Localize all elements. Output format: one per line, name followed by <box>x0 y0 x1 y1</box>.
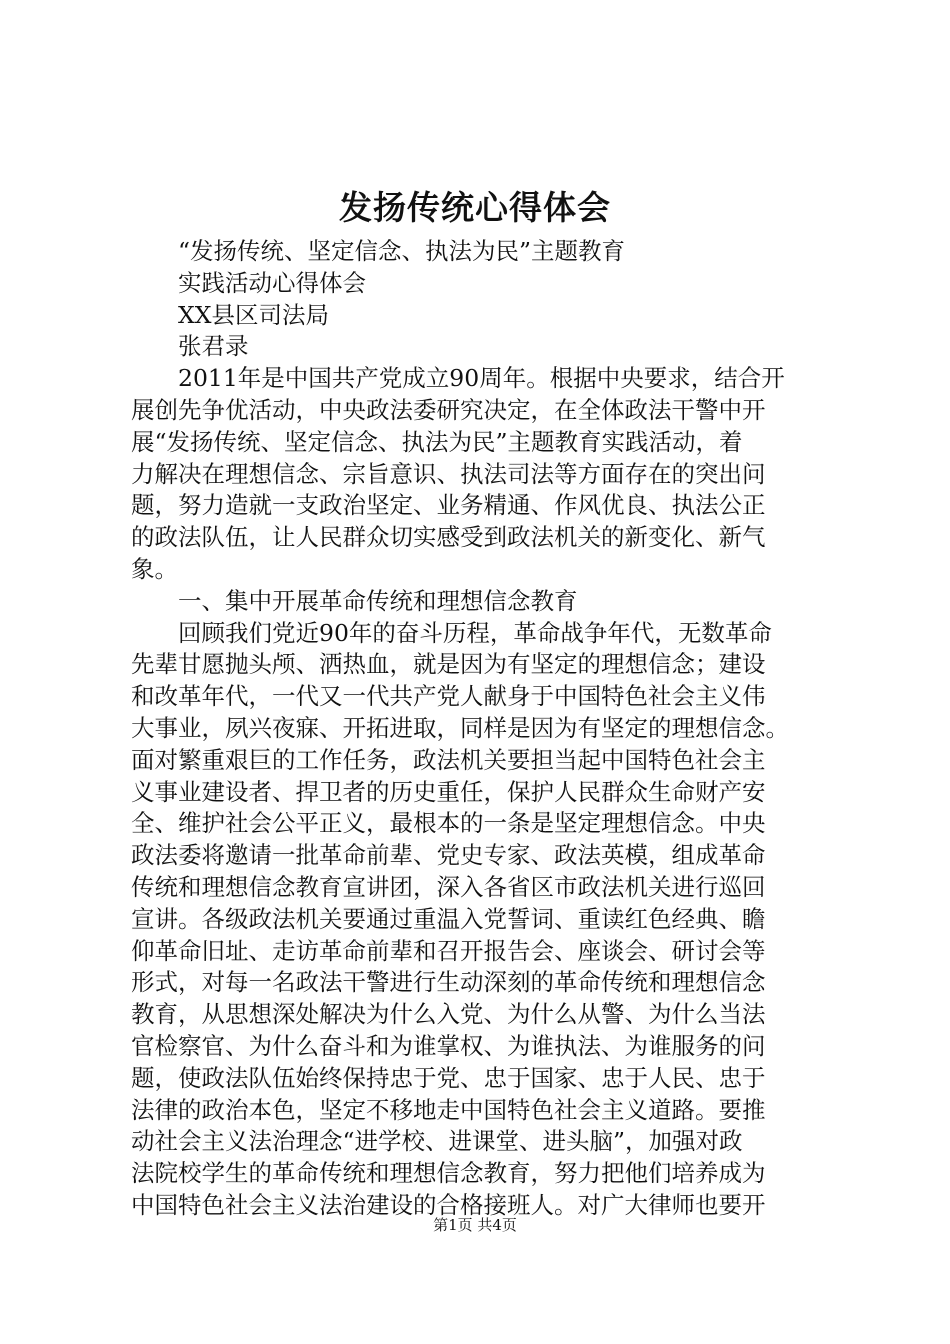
paragraph-line: 题，努力造就一支政治坚定、业务精通、作风优良、执法公正 <box>131 491 766 520</box>
paragraph-line: 中国特色社会主义法治建设的合格接班人。对广大律师也要开 <box>131 1190 766 1219</box>
paragraph-line: 象。 <box>131 554 178 583</box>
paragraph-line: 的政法队伍，让人民群众切实感受到政法机关的新变化、新气 <box>131 523 766 552</box>
paragraph-line: 传统和理想信念教育宣讲团，深入各省区市政法机关进行巡回 <box>131 872 766 901</box>
paragraph-line: 法院校学生的革命传统和理想信念教育，努力把他们培养成为 <box>131 1159 766 1188</box>
paragraph-line: 力解决在理想信念、宗旨意识、执法司法等方面存在的突出问 <box>131 459 766 488</box>
section-heading: 一、集中开展革命传统和理想信念教育 <box>178 586 578 615</box>
paragraph-line: 仰革命旧址、走访革命前辈和召开报告会、座谈会、研讨会等 <box>131 936 766 965</box>
subtitle-line: “发扬传统、坚定信念、执法为民”主题教育 <box>178 237 626 265</box>
paragraph-line: 动社会主义法治理念“进学校、进课堂、进头脑”，加强对政 <box>131 1127 743 1156</box>
paragraph-line: 先辈甘愿抛头颅、洒热血，就是因为有坚定的理想信念；建设 <box>131 650 766 679</box>
paragraph-line: 形式，对每一名政法干警进行生动深刻的革命传统和理想信念 <box>131 968 766 997</box>
paragraph-line: 政法委将邀请一批革命前辈、党史专家、政法英模，组成革命 <box>131 841 766 870</box>
paragraph-line: 全、维护社会公平正义，最根本的一条是坚定理想信念。中央 <box>131 809 766 838</box>
document-title: 发扬传统心得体会 <box>339 188 611 227</box>
paragraph-line: 展“发扬传统、坚定信念、执法为民”主题教育实践活动，着 <box>131 427 743 456</box>
paragraph-line: 回顾我们党近90年的奋斗历程，革命战争年代，无数革命 <box>178 618 772 647</box>
paragraph-line: 面对繁重艰巨的工作任务，政法机关要担当起中国特色社会主 <box>131 745 766 774</box>
paragraph-line: 法律的政治本色，坚定不移地走中国特色社会主义道路。要推 <box>131 1095 766 1124</box>
paragraph-line: 官检察官、为什么奋斗和为谁掌权、为谁执法、为谁服务的问 <box>131 1031 766 1060</box>
author-name: 张君录 <box>178 332 249 361</box>
paragraph-line: 义事业建设者、捍卫者的历史重任，保护人民群众生命财产安 <box>131 777 766 806</box>
page-number-footer: 第1页 共4页 <box>433 1216 517 1234</box>
document-body <box>131 236 831 1222</box>
paragraph-line: 题，使政法队伍始终保持忠于党、忠于国家、忠于人民、忠于 <box>131 1063 766 1092</box>
paragraph-line: 和改革年代，一代又一代共产党人献身于中国特色社会主义伟 <box>131 682 766 711</box>
paragraph-line: 宣讲。各级政法机关要通过重温入党誓词、重读红色经典、瞻 <box>131 904 766 933</box>
paragraph-line: 大事业，夙兴夜寐、开拓进取，同样是因为有坚定的理想信念。 <box>131 713 789 742</box>
subtitle-line: 实践活动心得体会 <box>178 268 366 297</box>
paragraph-line: 教育，从思想深处解决为什么入党、为什么从警、为什么当法 <box>131 1000 766 1029</box>
author-unit: XX县区司法局 <box>178 300 329 329</box>
paragraph-line: 2011年是中国共产党成立90周年。根据中央要求，结合开 <box>178 364 785 393</box>
paragraph-line: 展创先争优活动，中央政法委研究决定，在全体政法干警中开 <box>131 395 766 424</box>
